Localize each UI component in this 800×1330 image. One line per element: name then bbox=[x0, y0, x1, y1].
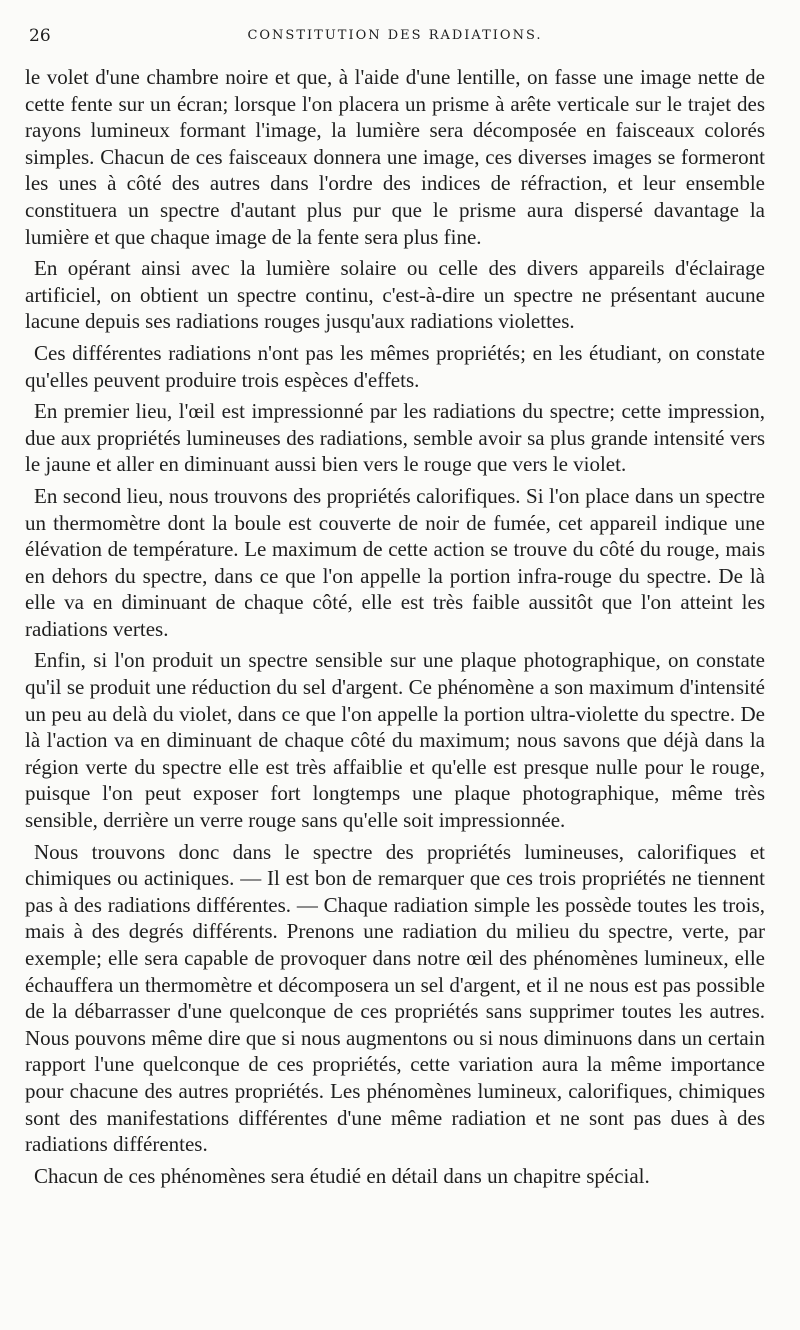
paragraph: Nous trouvons donc dans le spectre des propriétés lumineuses, calorifiques et chimiques ou actiniques. — Il est bon de remarquer que ces trois propriétés ne tiennent pas à des radiations différentes. — Chaque radiation simple les possède toutes les trois, mais à des degrés différents. Prenons une radiation du milieu du spectre, verte, par exemple; elle sera capable de provoquer dans notre œil des phénomènes lumineux, elle échauffera un thermomètre et décomposera un sel d'argent, et il ne nous est pas possible de la débarrasser d'une quelconque de ces propriétés sans supprimer toutes les autres. Nous pouvons même dire que si nous augmentons ou si nous diminuons dans un certain rapport l'une quelconque de ces propriétés, cette variation aura la même importance pour chacune des autres propriétés. Les phénomènes lumineux, calorifiques, chimiques sont des manifestations différentes d'une même radiation et ne sont pas dues à des radiations différentes. bbox=[25, 839, 765, 1157]
body-text bbox=[25, 64, 765, 1189]
running-head bbox=[25, 26, 765, 52]
book-page bbox=[25, 26, 765, 1194]
paragraph: Enfin, si l'on produit un spectre sensible sur une plaque photographique, on constate qu'il se produit une réduction du sel d'argent. Ce phénomène a son maximum d'intensité un peu au delà du violet, dans ce que l'on appelle la portion ultra-violette du spectre. De là l'action va en diminuant de chaque côté du maximum; nous savons que déjà dans la région verte du spectre elle est très affaiblie et qu'elle est presque nulle pour le rouge, puisque l'on peut exposer fort longtemps une plaque photographique, même très sensible, derrière un verre rouge sans qu'elle soit impressionnée. bbox=[25, 648, 765, 833]
running-title: CONSTITUTION DES RADIATIONS. bbox=[247, 28, 543, 43]
paragraph: Chacun de ces phénomènes sera étudié en détail dans un chapitre spécial. bbox=[34, 1163, 650, 1188]
paragraph: En opérant ainsi avec la lumière solaire ou celle des divers appareils d'éclairage artificiel, on obtient un spectre continu, c'est-à-dire un spectre ne présentant aucune lacune depuis ses radiations rouges jusqu'aux radiations violettes. bbox=[25, 256, 765, 334]
paragraph: En premier lieu, l'œil est impressionné par les radiations du spectre; cette impression, due aux propriétés lumineuses des radiations, semble avoir sa plus grande intensité vers le jaune et aller en diminuant aussi bien vers le rouge que vers le violet. bbox=[25, 399, 765, 477]
paragraph: le volet d'une chambre noire et que, à l'aide d'une lentille, on fasse une image nette de cette fente sur un écran; lorsque l'on placera un prisme à arête verticale sur le trajet des rayons lumineux formant l'image, la lumière sera décomposée en faisceaux colorés simples. Chacun de ces faisceaux donnera une image, ces diverses images se formeront les unes à côté des autres dans l'ordre des indices de réfraction, et leur ensemble constituera un spectre d'autant plus pur que le prisme aura dispersé davantage la lumière et que chaque image de la fente sera plus fine. bbox=[25, 65, 765, 249]
paragraph: En second lieu, nous trouvons des propriétés calorifiques. Si l'on place dans un spectre un thermomètre dont la boule est couverte de noir de fumée, cet appareil indique une élévation de température. Le maximum de cette action se trouve du côté du rouge, mais en dehors du spectre, dans ce que l'on appelle la portion infra-rouge du spectre. De là elle va en diminuant de chaque côté, elle est très faible aussitôt que l'on atteint les radiations vertes. bbox=[25, 483, 765, 641]
paragraph: Ces différentes radiations n'ont pas les mêmes propriétés; en les étudiant, on constate qu'elles peuvent produire trois espèces d'effets. bbox=[25, 340, 765, 392]
page-number: 26 bbox=[29, 26, 51, 46]
